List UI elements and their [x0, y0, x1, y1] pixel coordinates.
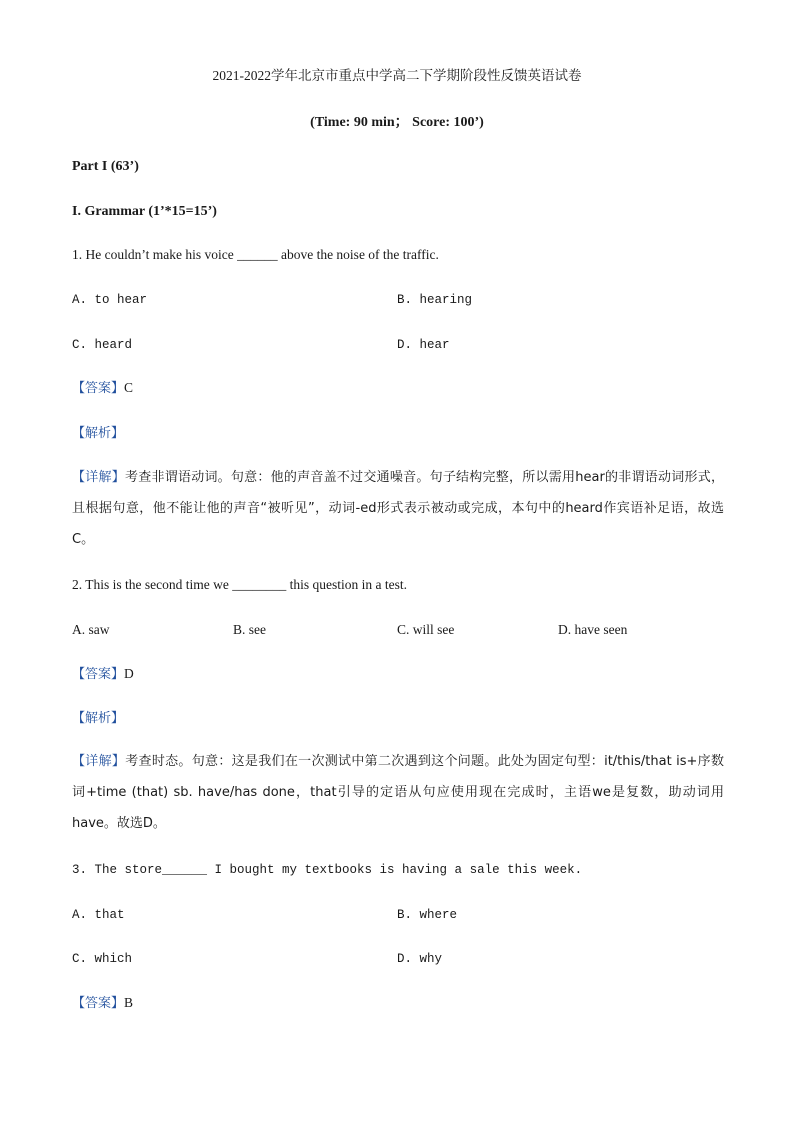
- detail-text: 考查非谓语动词。句意：他的声音盖不过交通噪音。句子结构完整，所以需用hear的非谓语动词形式，且根据句意，他不能让他的声音“被听见”，动词-ed形式表示被动或完成，本句中的heard作宾语补足语，故选C。: [72, 470, 724, 547]
- q3-option-c: C. which: [72, 952, 133, 966]
- q2-stem: 2. This is the second time we ________ this question in a test.: [72, 577, 407, 592]
- q3-answer: [72, 993, 133, 1014]
- q3-option-b: B. where: [397, 908, 458, 922]
- q1-analysis: [72, 423, 124, 444]
- q1-option-d: D. hear: [397, 338, 450, 352]
- section-heading: I. Grammar (1’*15=15’): [72, 204, 217, 219]
- detail-tag: 【详解】: [72, 470, 125, 485]
- q2-option-b: B. see: [233, 622, 266, 637]
- q3-option-d: D. why: [397, 952, 443, 966]
- analysis-tag: 【解析】: [72, 711, 125, 726]
- q2-option-a: A. saw: [72, 622, 110, 637]
- analysis-tag: 【解析】: [72, 426, 125, 441]
- q3-stem: 3. The store______ I bought my textbooks is having a sale this week.: [72, 863, 583, 877]
- answer-value: B: [124, 995, 134, 1010]
- q1-stem: 1. He couldn’t make his voice ______ above the noise of the traffic.: [72, 247, 439, 262]
- exam-subtitle: (Time: 90 min； Score: 100’): [310, 115, 484, 130]
- part-heading: Part I (63’): [72, 159, 139, 174]
- detail-text: 考查时态。句意：这是我们在一次测试中第二次遇到这个问题。此处为固定句型：it/this/that is+序数词+time (that) sb. have/has done，that引导的定语从句应使用现在完成时，主语we是复数，助动词用have。故选D。: [72, 754, 724, 831]
- answer-tag: 【答案】: [72, 996, 125, 1011]
- exam-title: 2021-2022学年北京市重点中学高二下学期阶段性反馈英语试卷: [212, 68, 582, 83]
- q3-option-a: A. that: [72, 908, 125, 922]
- q2-detail: [72, 746, 724, 839]
- q1-option-c: C. heard: [72, 338, 133, 352]
- q2-answer: [72, 664, 134, 685]
- answer-value: D: [124, 666, 134, 681]
- q2-analysis: [72, 708, 124, 729]
- q1-answer: [72, 378, 133, 399]
- answer-tag: 【答案】: [72, 667, 125, 682]
- q1-detail: [72, 462, 724, 555]
- q2-option-c: C. will see: [397, 622, 455, 637]
- q2-option-d: D. have seen: [558, 622, 628, 637]
- detail-tag: 【详解】: [72, 754, 126, 769]
- answer-value: C: [124, 380, 134, 395]
- answer-tag: 【答案】: [72, 381, 125, 396]
- q1-option-a: A. to hear: [72, 293, 148, 307]
- q1-option-b: B. hearing: [397, 293, 473, 307]
